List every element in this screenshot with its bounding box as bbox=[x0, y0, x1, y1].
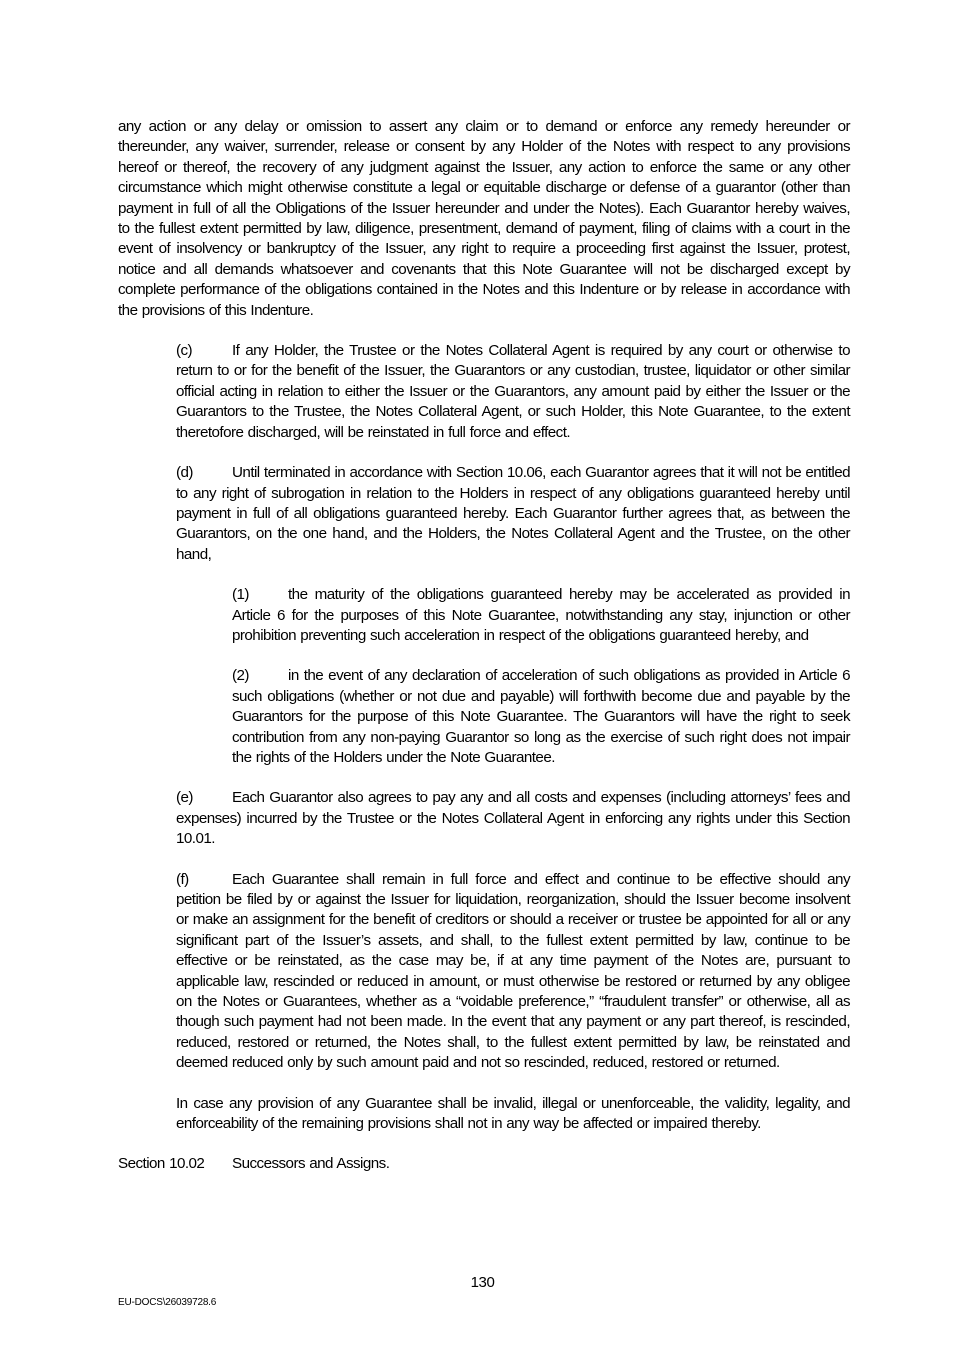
clause-d bbox=[118, 463, 850, 565]
clause-f-text: Each Guarantee shall remain in full force and effect and continue to be effective should any petition be filed by or against the Issuer for liquidation, reorganization, should the Issuer become insolvent or make an assignment for the benefit of creditors or should a receiver or trustee be appointed for all or any significant part of the Issuer’s assets, and shall, to the fullest extent permitted by law, continue to be effective or be reinstated, as the case may be, if at any time payment of the Notes are, pursuant to applicable law, rescinded or reduced in amount, or must otherwise be restored or returned by any obligee on the Notes or Guarantees, whether as a “voidable preference,” “fraudulent transfer” or otherwise, all as though such payment had not been made. In the event that any payment or any part thereof, is rescinded, reduced, restored or returned, the Notes shall, to the fullest extent permitted by law, be reinstated and deemed reduced only by such amount paid and not so rescinded, reduced, restored or returned. bbox=[176, 870, 850, 1072]
clause-d-2-label: (2) bbox=[232, 667, 249, 685]
section-title: Successors and Assigns. bbox=[232, 1155, 390, 1173]
clause-e bbox=[118, 788, 850, 849]
clause-c-text: If any Holder, the Trustee or the Notes Collateral Agent is required by any court or otherwise to return to or for the benefit of the Issuer, the Guarantors or any custodian, trustee, liquidator or other similar official acting in relation to either the Issuer or the Guarantors, any amount paid by either the Issuer or the Guarantors to the Trustee, the Notes Collateral Agent, or such Holder, this Note Guarantee, to the extent theretofore discharged, will be reinstated in full force and effect. bbox=[176, 342, 850, 441]
clause-d-1 bbox=[118, 585, 850, 646]
clause-d-1-text: the maturity of the obligations guaranteed hereby may be accelerated as provided in Article 6 for the purposes of this Note Guarantee, notwithstanding any stay, injunction or other prohibition preventing such acceleration in respect of the obligations guaranteed hereby, and bbox=[232, 586, 850, 644]
section-heading bbox=[118, 1154, 850, 1174]
clause-d-text: Until terminated in accordance with Section 10.06, each Guarantor agrees that it will not be entitled to any right of subrogation in relation to the Holders in respect of any obligations guaranteed hereby until payment in full of all obligations guaranteed hereby. Each Guarantor further agrees that, as between the Guarantors, on the one hand, and the Holders, the Notes Collateral Agent and the Trustee, on the other hand, bbox=[176, 464, 850, 563]
document-reference: EU-DOCS\26039728.6 bbox=[118, 1297, 217, 1308]
severability-paragraph: In case any provision of any Guarantee shall be invalid, illegal or unenforceable, the validity, legality, and enforceability of the remaining provisions shall not in any way be affected or impaired thereby. bbox=[176, 1094, 850, 1133]
document-body bbox=[118, 117, 850, 1175]
clause-e-text: Each Guarantor also agrees to pay any and all costs and expenses (including attorneys’ fees and expenses) incurred by the Trustee or the Notes Collateral Agent in enforcing any rights under this Section 10.01. bbox=[176, 789, 850, 848]
paragraph-continuation: any action or any delay or omission to assert any claim or to demand or enforce any remedy hereunder or thereunder, any waiver, surrender, release or consent by any Holder of the Notes with respect to any provisions hereof or thereof, the recovery of any judgment against the Issuer, any action to enforce the same or any other circumstance which might otherwise constitute a legal or equitable discharge or defense of a guarantor (other than payment in full of all the Obligations of the Issuer hereunder and under the Notes). Each Guarantor hereby waives, to the fullest extent permitted by law, diligence, presentment, demand of payment, filing of claims with a court in the event of insolvency or bankruptcy of the Issuer, any right to require a proceeding first against the Issuer, protest, notice and all demands whatsoever and covenants that this Note Guarantee will not be discharged except by complete performance of the obligations contained in the Notes and this Indenture or by release in accordance with the provisions of this Indenture. bbox=[118, 118, 850, 319]
clause-d-1-label: (1) bbox=[232, 586, 249, 604]
clause-e-label: (e) bbox=[176, 789, 193, 807]
clause-c-label: (c) bbox=[176, 342, 193, 360]
clause-d-label: (d) bbox=[176, 464, 193, 482]
clause-f bbox=[118, 870, 850, 1074]
page-number: 130 bbox=[470, 1274, 495, 1291]
clause-c bbox=[118, 341, 850, 443]
section-number: Section 10.02 bbox=[118, 1155, 205, 1173]
clause-d-2-text: in the event of any declaration of acceleration of such obligations as provided in Article 6 such obligations (whether or not due and payable) will forthwith become due and payable by the Guarantors for the purpose of this Note Guarantee. The Guarantors will have the right to seek contribution from any non-paying Guarantor so long as the exercise of such right does not impair the rights of the Holders under the Note Guarantee. bbox=[232, 667, 850, 766]
clause-f-label: (f) bbox=[176, 870, 189, 888]
clause-d-2 bbox=[118, 666, 850, 768]
